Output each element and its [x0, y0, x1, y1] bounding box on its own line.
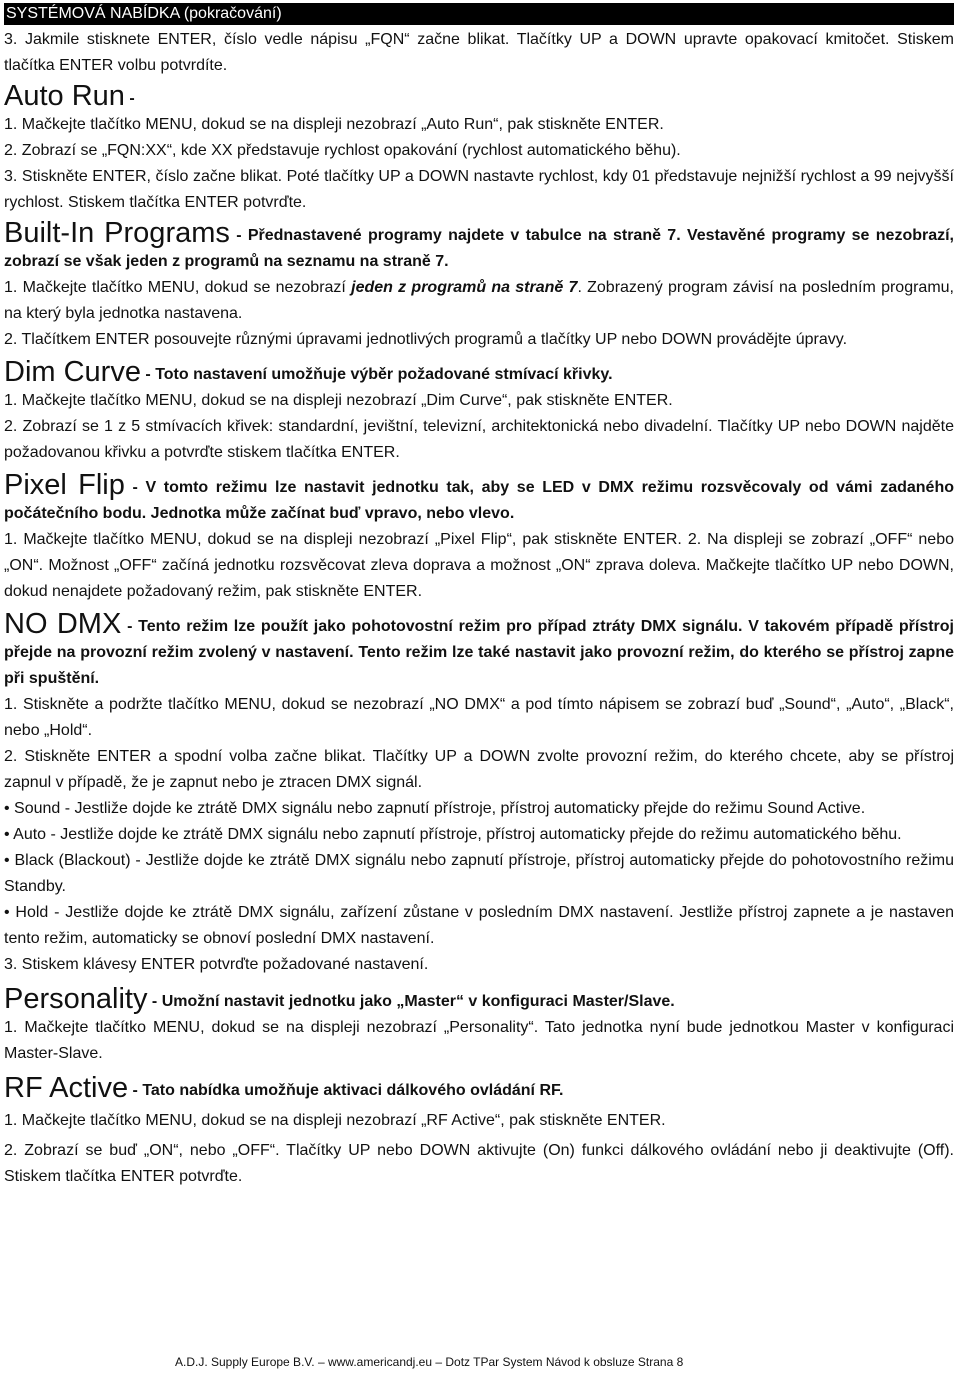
personality-step-1: 1. Mačkejte tlačítko MENU, dokud se na displeji nezobrazí „Personality“. Tato jednotka nyní bude jednotkou Master v konfiguraci Master-Slave.: [4, 1019, 954, 1062]
personality-title: Personality: [4, 983, 148, 1015]
built-in-step-1: [4, 275, 954, 327]
no-dmx-title: NO DMX: [4, 608, 122, 640]
built-in-step-1-c: . Zobrazený program závisí na posledním programu, na který byla jednotka nastavena.: [4, 279, 954, 322]
rf-active-step-2: 2. Zobrazí se buď „ON“, nebo „OFF“. Tlačítky UP nebo DOWN aktivujte (On) funkci dálkového ovládání nebo ji deaktivujte (Off). Stiskem tlačítka ENTER potvrďte.: [4, 1142, 954, 1185]
no-dmx-step-1: 1. Stiskněte a podržte tlačítko MENU, dokud se nezobrazí „NO DMX“ a pod tímto nápisem se zobrazí buď „Sound“, „Auto“, „Black“, nebo „Hold“.: [4, 696, 954, 739]
personality-heading: [4, 983, 954, 1015]
no-dmx-step-2: 2. Stiskněte ENTER a spodní volba začne blikat. Tlačítky UP a DOWN zvolte provozní režim, do kterého chcete, aby se přístroj zapnul v případě, že je zapnut nebo je ztracen DMX signál.: [4, 748, 954, 791]
built-in-heading: [4, 217, 955, 275]
rf-active-heading: [4, 1072, 954, 1104]
personality-subtitle: - Umožní nastavit jednotku jako „Master“ v konfiguraci Master/Slave.: [147, 993, 675, 1010]
auto-run-step-3: [4, 164, 954, 216]
auto-run-step-1: 1. Mačkejte tlačítko MENU, dokud se na displeji nezobrazí „Auto Run“, pak stiskněte ENTER.: [4, 116, 664, 133]
auto-run-step-2: 2. Zobrazí se „FQN:XX“, kde XX představuje rychlost opakování (rychlost automatického běhu).: [4, 142, 681, 159]
pixel-flip-heading: [4, 469, 954, 527]
rf-active-subtitle: - Tato nabídka umožňuje aktivaci dálkového ovládání RF.: [128, 1082, 564, 1099]
intro-paragraph: 3. Jakmile stisknete ENTER, číslo vedle nápisu „FQN“ začne blikat. Tlačítky UP a DOWN upravte opakovací kmitočet. Stiskem tlačítka ENTER volbu potvrdíte.: [4, 31, 954, 74]
pixel-flip-subtitle: - V tomto režimu lze nastavit jednotku tak, aby se LED v DMX režimu rozsvěcovaly od vámi zadaného počátečního bodu. Jednotka může začínat buď vpravo, nebo vlevo.: [4, 479, 954, 522]
dim-curve-title: Dim Curve: [4, 356, 141, 388]
auto-run-heading: [4, 80, 954, 112]
manual-page: [4, 3, 954, 1190]
pixel-flip-title: Pixel Flip: [4, 469, 125, 501]
no-dmx-bullet-sound: • Sound - Jestliže dojde ke ztrátě DMX signálu nebo zapnutí přístroje, přístroj automaticky přejde do režimu Sound Active.: [4, 800, 866, 817]
no-dmx-subtitle: - Tento režim lze použít jako pohotovostní režim pro případ ztráty DMX signálu. V takovém případě přístroj přejde na provozní režim zvolený v nastavení. Tento režim lze také nastavit jako provozní režim, do kterého se přístroj zapne při spuštění.: [4, 618, 955, 687]
no-dmx-bullet-hold: • Hold - Jestliže dojde ke ztrátě DMX signálu, zařízení zůstane v posledním DMX nastavení. Jestliže přístroj zapnete a je nastaven tento režim, automaticky se obnoví poslední DMX nastavení.: [4, 904, 954, 947]
auto-run-title: Auto Run: [4, 80, 125, 112]
dim-curve-step-1: 1. Mačkejte tlačítko MENU, dokud se na displeji nezobrazí „Dim Curve“, pak stiskněte ENTER.: [4, 392, 673, 409]
built-in-step-2: 2. Tlačítkem ENTER posouvejte různými úpravami jednotlivých programů a tlačítky UP nebo DOWN provádějte úpravy.: [4, 331, 848, 348]
no-dmx-bullet-black: • Black (Blackout) - Jestliže dojde ke ztrátě DMX signálu nebo zapnutí přístroje, přístroj automaticky přejde do pohotovostního režimu Standby.: [4, 852, 954, 895]
dim-curve-subtitle: - Toto nastavení umožňuje výběr požadované stmívací křivky.: [140, 366, 613, 383]
built-in-step-1-b: jeden z programů na straně 7: [351, 279, 578, 296]
pixel-flip-step-1: 1. Mačkejte tlačítko MENU, dokud se na displeji nezobrazí „Pixel Flip“, pak stiskněte ENTER. 2. Na displeji se zobrazí „OFF“ nebo „ON“. Možnost „OFF“ začíná jednotku rozsvěcovat zleva doprava a možnost „ON“ zprava doleva. Mačkejte tlačítko UP nebo DOWN, dokud nenajdete požadovaný režim, pak stiskněte ENTER.: [4, 531, 954, 600]
built-in-subtitle: - Přednastavené programy najdete v tabulce na straně 7. Vestavěné programy se nezobrazí, zobrazí se však jeden z programů na seznamu na straně 7.: [4, 227, 955, 270]
auto-run-step-3-b: Poté tlačítky UP a DOWN nastavte rychlost, kdy 01 představuje nejnižší rychlost a 99 nejvyšší rychlost. Stiskem tlačítka ENTER potvrďte.: [4, 168, 954, 211]
auto-run-step-3-a: 3. Stiskněte ENTER, číslo začne blikat.: [4, 168, 283, 185]
no-dmx-bullet-auto: • Auto - Jestliže dojde ke ztrátě DMX signálu nebo zapnutí přístroje, přístroj automaticky přejde do režimu automatického běhu.: [4, 826, 902, 843]
dim-curve-step-2: 2. Zobrazí se 1 z 5 stmívacích křivek: standardní, jevištní, televizní, architektonická nebo divadelní. Tlačítky UP nebo DOWN najděte požadovanou křivku a potvrďte stiskem tlačítka ENTER.: [4, 418, 954, 461]
built-in-step-1-a: 1. Mačkejte tlačítko MENU, dokud se nezobrazí: [4, 279, 352, 296]
rf-active-step-1: 1. Mačkejte tlačítko MENU, dokud se na displeji nezobrazí „RF Active“, pak stiskněte ENTER.: [4, 1112, 666, 1129]
page-footer: A.D.J. Supply Europe B.V. – www.americandj.eu – Dotz TPar System Návod k obsluze Strana 8: [175, 1355, 684, 1369]
auto-run-suffix: -: [124, 90, 135, 107]
built-in-title: Built-In Programs: [4, 217, 230, 249]
no-dmx-step-3: 3. Stiskem klávesy ENTER potvrďte požadované nastavení.: [4, 956, 429, 973]
rf-active-title: RF Active: [4, 1072, 129, 1104]
dim-curve-heading: [4, 356, 954, 388]
no-dmx-heading: [4, 608, 955, 692]
section-banner: SYSTÉMOVÁ NABÍDKA (pokračování): [4, 3, 954, 25]
